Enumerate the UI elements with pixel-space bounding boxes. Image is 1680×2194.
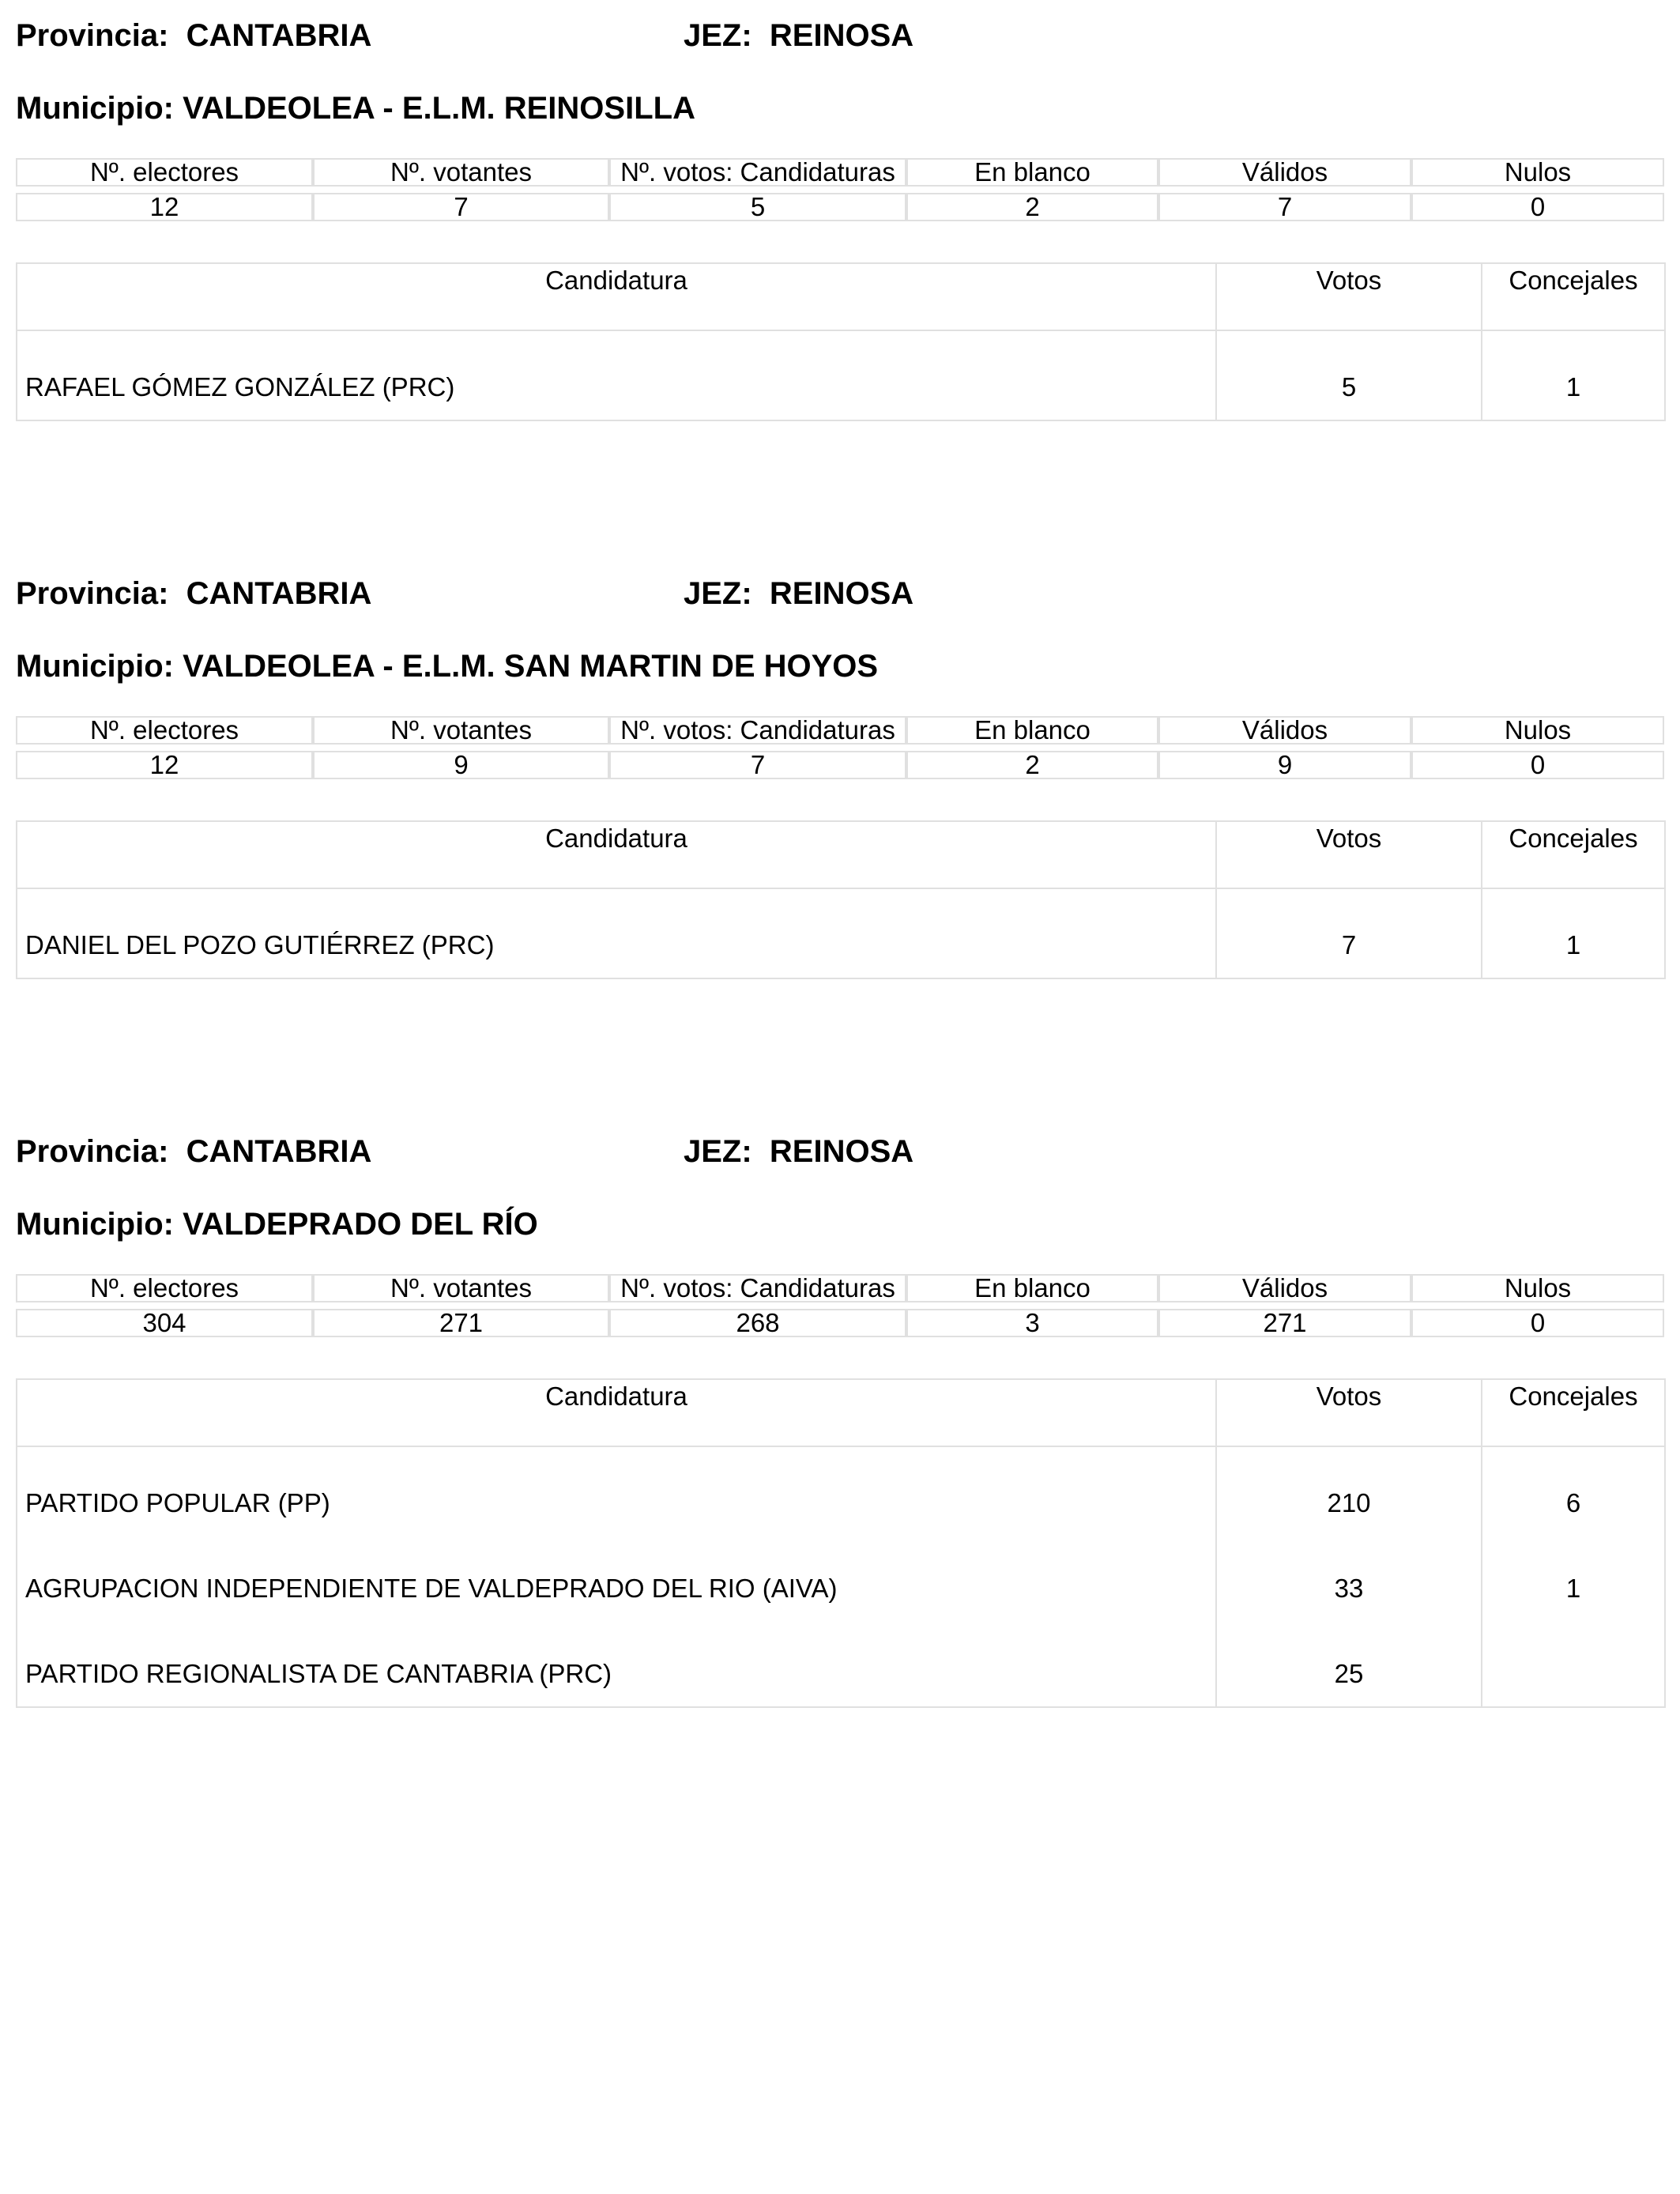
results-header-row (17, 1379, 1665, 1446)
province-line (16, 574, 1664, 613)
table-row (17, 1621, 1665, 1707)
summary-header-en-blanco: En blanco (906, 716, 1158, 745)
summary-header-electores: Nº. electores (16, 716, 313, 745)
summary-header-row (16, 716, 1664, 745)
summary-value-votantes: 271 (313, 1309, 609, 1337)
results-header-candidatura: Candidatura (17, 1379, 1216, 1446)
summary-header-nulos: Nulos (1411, 158, 1664, 187)
results-header-votos: Votos (1216, 263, 1482, 330)
summary-value-validos: 271 (1158, 1309, 1411, 1337)
table-row (17, 1446, 1665, 1536)
results-header-candidatura: Candidatura (17, 821, 1216, 888)
summary-header-en-blanco: En blanco (906, 158, 1158, 187)
summary-header-votantes: Nº. votantes (313, 158, 609, 187)
results-header-votos: Votos (1216, 821, 1482, 888)
province-label: Provincia: CANTABRIA (16, 576, 372, 611)
province-label: Provincia: CANTABRIA (16, 1134, 372, 1169)
summary-value-row (16, 193, 1664, 221)
results-header-row (17, 821, 1665, 888)
table-row (17, 888, 1665, 978)
summary-value-votos-candidaturas: 7 (609, 751, 906, 779)
summary-header-validos: Válidos (1158, 1274, 1411, 1302)
province-line (16, 1132, 1664, 1171)
candidate-name: DANIEL DEL POZO GUTIÉRREZ (PRC) (17, 888, 1216, 978)
candidate-votes: 33 (1216, 1536, 1482, 1621)
candidate-councillors: 1 (1565, 1574, 1581, 1603)
summary-value-validos: 7 (1158, 193, 1411, 221)
summary-header-nulos: Nulos (1411, 716, 1664, 745)
summary-header-electores: Nº. electores (16, 158, 313, 187)
summary-header-votantes: Nº. votantes (313, 716, 609, 745)
summary-value-nulos: 0 (1411, 193, 1664, 221)
candidate-councillors: 1 (1565, 372, 1581, 401)
candidate-votes: 7 (1216, 888, 1482, 978)
summary-header-electores: Nº. electores (16, 1274, 313, 1302)
results-table (16, 1378, 1666, 1708)
candidate-councillors: 1 (1565, 930, 1581, 959)
section-reinosilla (16, 16, 1664, 427)
candidate-name: AGRUPACION INDEPENDIENTE DE VALDEPRADO DEL RIO (AIVA) (17, 1536, 1216, 1621)
summary-table (16, 1274, 1664, 1337)
candidate-name: RAFAEL GÓMEZ GONZÁLEZ (PRC) (17, 330, 1216, 420)
candidate-councillors (1482, 1621, 1665, 1707)
results-header-row (17, 263, 1665, 330)
municipality-title: Municipio: VALDEPRADO DEL RÍO (16, 1207, 538, 1242)
summary-header-votos-candidaturas: Nº. votos: Candidaturas (609, 716, 906, 745)
candidate-votes: 25 (1216, 1621, 1482, 1707)
summary-table (16, 716, 1664, 779)
results-header-concejales: Concejales (1482, 1379, 1665, 1446)
summary-value-nulos: 0 (1411, 751, 1664, 779)
summary-value-row (16, 751, 1664, 779)
candidate-name: PARTIDO POPULAR (PP) (17, 1446, 1216, 1536)
summary-value-en-blanco: 2 (906, 751, 1158, 779)
summary-header-votos-candidaturas: Nº. votos: Candidaturas (609, 158, 906, 187)
candidate-name: PARTIDO REGIONALISTA DE CANTABRIA (PRC) (17, 1621, 1216, 1707)
summary-table (16, 158, 1664, 221)
summary-value-votantes: 7 (313, 193, 609, 221)
summary-header-en-blanco: En blanco (906, 1274, 1158, 1302)
section-valdeprado-del-rio (16, 1132, 1664, 1688)
summary-value-votos-candidaturas: 5 (609, 193, 906, 221)
summary-header-row (16, 1274, 1664, 1302)
summary-header-row (16, 158, 1664, 187)
province-label: Provincia: CANTABRIA (16, 18, 372, 53)
results-header-concejales: Concejales (1482, 821, 1665, 888)
table-row (17, 1536, 1665, 1621)
summary-header-validos: Válidos (1158, 716, 1411, 745)
table-row (17, 330, 1665, 420)
summary-value-validos: 9 (1158, 751, 1411, 779)
candidate-votes: 210 (1216, 1446, 1482, 1536)
province-line (16, 16, 1664, 55)
summary-value-electores: 12 (16, 193, 313, 221)
jez-label: JEZ: REINOSA (684, 1134, 914, 1169)
summary-value-en-blanco: 3 (906, 1309, 1158, 1337)
summary-header-votos-candidaturas: Nº. votos: Candidaturas (609, 1274, 906, 1302)
municipality-title: Municipio: VALDEOLEA - E.L.M. SAN MARTIN DE HOYOS (16, 649, 879, 684)
summary-value-votantes: 9 (313, 751, 609, 779)
summary-value-votos-candidaturas: 268 (609, 1309, 906, 1337)
summary-value-row (16, 1309, 1664, 1337)
summary-header-votantes: Nº. votantes (313, 1274, 609, 1302)
summary-header-validos: Válidos (1158, 158, 1411, 187)
summary-value-nulos: 0 (1411, 1309, 1664, 1337)
summary-header-nulos: Nulos (1411, 1274, 1664, 1302)
results-table (16, 262, 1666, 421)
summary-value-electores: 304 (16, 1309, 313, 1337)
results-table (16, 820, 1666, 979)
candidate-councillors: 6 (1565, 1488, 1581, 1517)
municipality-title: Municipio: VALDEOLEA - E.L.M. REINOSILLA (16, 91, 695, 126)
summary-value-electores: 12 (16, 751, 313, 779)
results-header-concejales: Concejales (1482, 263, 1665, 330)
jez-label: JEZ: REINOSA (684, 576, 914, 611)
results-header-votos: Votos (1216, 1379, 1482, 1446)
section-san-martin-de-hoyos (16, 574, 1664, 985)
candidate-votes: 5 (1216, 330, 1482, 420)
jez-label: JEZ: REINOSA (684, 18, 914, 53)
results-header-candidatura: Candidatura (17, 263, 1216, 330)
summary-value-en-blanco: 2 (906, 193, 1158, 221)
